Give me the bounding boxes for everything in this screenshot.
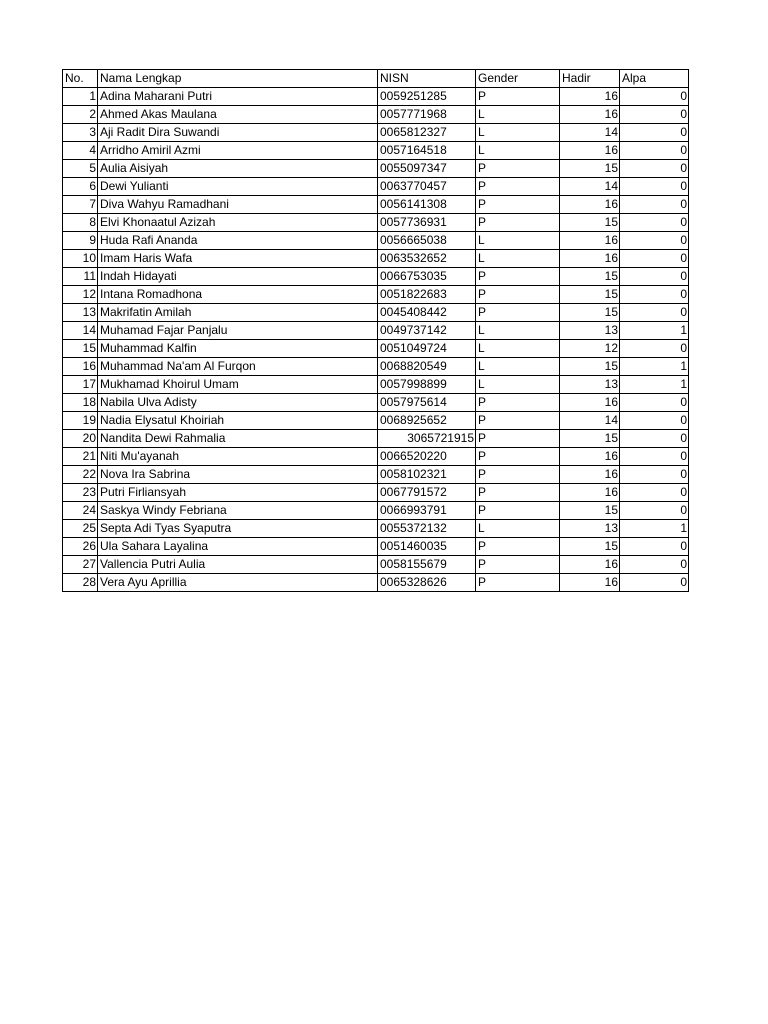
cell-no: 24: [63, 502, 98, 520]
cell-gender: L: [476, 340, 560, 358]
cell-nisn: 0065812327: [378, 124, 476, 142]
cell-no: 22: [63, 466, 98, 484]
table-row: [63, 358, 689, 376]
cell-nisn: 0058155679: [378, 556, 476, 574]
cell-no: 1: [63, 88, 98, 106]
table-row: [63, 268, 689, 286]
cell-gender: P: [476, 556, 560, 574]
cell-alpa: 1: [620, 358, 689, 376]
cell-nama-lengkap: Nadia Elysatul Khoiriah: [98, 412, 378, 430]
cell-no: 7: [63, 196, 98, 214]
table-row: [63, 484, 689, 502]
cell-no: 28: [63, 574, 98, 592]
cell-nama-lengkap: Aji Radit Dira Suwandi: [98, 124, 378, 142]
cell-nisn: 0066753035: [378, 268, 476, 286]
cell-nama-lengkap: Aulia Aisiyah: [98, 160, 378, 178]
cell-alpa: 0: [620, 232, 689, 250]
cell-alpa: 0: [620, 214, 689, 232]
cell-hadir: 16: [560, 448, 620, 466]
cell-nisn: 0066520220: [378, 448, 476, 466]
cell-gender: P: [476, 574, 560, 592]
table-row: [63, 304, 689, 322]
cell-no: 13: [63, 304, 98, 322]
cell-gender: L: [476, 124, 560, 142]
cell-gender: L: [476, 358, 560, 376]
cell-nama-lengkap: Muhammad Kalfin: [98, 340, 378, 358]
cell-hadir: 15: [560, 430, 620, 448]
cell-hadir: 16: [560, 142, 620, 160]
cell-nama-lengkap: Muhamad Fajar Panjalu: [98, 322, 378, 340]
cell-no: 10: [63, 250, 98, 268]
header-hadir: Hadir: [560, 70, 620, 88]
cell-hadir: 13: [560, 322, 620, 340]
cell-nama-lengkap: Dewi Yulianti: [98, 178, 378, 196]
table-row: [63, 394, 689, 412]
cell-alpa: 0: [620, 196, 689, 214]
header-nisn: NISN: [378, 70, 476, 88]
cell-no: 6: [63, 178, 98, 196]
cell-nama-lengkap: Muhammad Na'am Al Furqon: [98, 358, 378, 376]
cell-nama-lengkap: Saskya Windy Febriana: [98, 502, 378, 520]
cell-nama-lengkap: Putri Firliansyah: [98, 484, 378, 502]
table-row: [63, 88, 689, 106]
cell-gender: P: [476, 466, 560, 484]
cell-nisn: 3065721915: [378, 430, 476, 448]
cell-nisn: 0068925652: [378, 412, 476, 430]
cell-nama-lengkap: Vallencia Putri Aulia: [98, 556, 378, 574]
header-nama-lengkap: Nama Lengkap: [98, 70, 378, 88]
cell-hadir: 15: [560, 214, 620, 232]
header-gender: Gender: [476, 70, 560, 88]
header-alpa: Alpa: [620, 70, 689, 88]
cell-gender: L: [476, 322, 560, 340]
cell-alpa: 1: [620, 520, 689, 538]
cell-hadir: 16: [560, 556, 620, 574]
table-row: [63, 430, 689, 448]
cell-gender: L: [476, 520, 560, 538]
cell-gender: L: [476, 106, 560, 124]
cell-nama-lengkap: Nandita Dewi Rahmalia: [98, 430, 378, 448]
cell-hadir: 14: [560, 124, 620, 142]
cell-nisn: 0056665038: [378, 232, 476, 250]
cell-nisn: 0055372132: [378, 520, 476, 538]
cell-no: 5: [63, 160, 98, 178]
header-no: No.: [63, 70, 98, 88]
cell-hadir: 15: [560, 502, 620, 520]
cell-gender: P: [476, 538, 560, 556]
cell-nisn: 0065328626: [378, 574, 476, 592]
table-row: [63, 556, 689, 574]
cell-nama-lengkap: Nova Ira Sabrina: [98, 466, 378, 484]
cell-nisn: 0057736931: [378, 214, 476, 232]
cell-hadir: 13: [560, 520, 620, 538]
cell-no: 26: [63, 538, 98, 556]
cell-hadir: 12: [560, 340, 620, 358]
cell-nisn: 0063770457: [378, 178, 476, 196]
cell-nisn: 0055097347: [378, 160, 476, 178]
table-row: [63, 196, 689, 214]
cell-hadir: 15: [560, 358, 620, 376]
cell-alpa: 0: [620, 556, 689, 574]
cell-alpa: 0: [620, 250, 689, 268]
cell-alpa: 0: [620, 394, 689, 412]
cell-alpa: 0: [620, 178, 689, 196]
cell-hadir: 15: [560, 538, 620, 556]
cell-nama-lengkap: Septa Adi Tyas Syaputra: [98, 520, 378, 538]
cell-hadir: 15: [560, 268, 620, 286]
cell-alpa: 0: [620, 142, 689, 160]
cell-alpa: 0: [620, 538, 689, 556]
cell-alpa: 0: [620, 160, 689, 178]
cell-gender: P: [476, 160, 560, 178]
table-row: [63, 124, 689, 142]
cell-alpa: 0: [620, 286, 689, 304]
cell-no: 19: [63, 412, 98, 430]
cell-alpa: 0: [620, 124, 689, 142]
table-row: [63, 322, 689, 340]
cell-hadir: 15: [560, 286, 620, 304]
cell-gender: P: [476, 430, 560, 448]
table-row: [63, 250, 689, 268]
cell-nama-lengkap: Ula Sahara Layalina: [98, 538, 378, 556]
cell-no: 15: [63, 340, 98, 358]
table-row: [63, 520, 689, 538]
cell-nisn: 0066993791: [378, 502, 476, 520]
header-row: [63, 70, 689, 88]
cell-nisn: 0057975614: [378, 394, 476, 412]
cell-no: 21: [63, 448, 98, 466]
cell-alpa: 0: [620, 268, 689, 286]
table-row: [63, 502, 689, 520]
table-row: [63, 214, 689, 232]
cell-gender: P: [476, 286, 560, 304]
cell-gender: P: [476, 484, 560, 502]
cell-nisn: 0051049724: [378, 340, 476, 358]
cell-no: 11: [63, 268, 98, 286]
cell-nama-lengkap: Indah Hidayati: [98, 268, 378, 286]
cell-alpa: 0: [620, 88, 689, 106]
table-row: [63, 142, 689, 160]
cell-nisn: 0067791572: [378, 484, 476, 502]
cell-nama-lengkap: Diva Wahyu Ramadhani: [98, 196, 378, 214]
attendance-table: [62, 69, 689, 592]
table-row: [63, 178, 689, 196]
cell-hadir: 16: [560, 106, 620, 124]
cell-hadir: 16: [560, 250, 620, 268]
cell-gender: P: [476, 502, 560, 520]
cell-gender: P: [476, 394, 560, 412]
cell-gender: P: [476, 196, 560, 214]
cell-gender: P: [476, 268, 560, 286]
cell-alpa: 0: [620, 574, 689, 592]
cell-no: 3: [63, 124, 98, 142]
cell-no: 8: [63, 214, 98, 232]
cell-nisn: 0057164518: [378, 142, 476, 160]
table-row: [63, 538, 689, 556]
cell-alpa: 0: [620, 106, 689, 124]
cell-nisn: 0051822683: [378, 286, 476, 304]
cell-alpa: 0: [620, 484, 689, 502]
cell-no: 12: [63, 286, 98, 304]
table-row: [63, 232, 689, 250]
cell-nisn: 0057771968: [378, 106, 476, 124]
cell-nisn: 0056141308: [378, 196, 476, 214]
cell-no: 18: [63, 394, 98, 412]
table-row: [63, 376, 689, 394]
table-row: [63, 448, 689, 466]
table-row: [63, 286, 689, 304]
cell-nama-lengkap: Huda Rafi Ananda: [98, 232, 378, 250]
cell-nama-lengkap: Makrifatin Amilah: [98, 304, 378, 322]
cell-hadir: 16: [560, 88, 620, 106]
cell-alpa: 1: [620, 376, 689, 394]
cell-alpa: 0: [620, 502, 689, 520]
cell-no: 23: [63, 484, 98, 502]
cell-hadir: 15: [560, 304, 620, 322]
cell-gender: P: [476, 304, 560, 322]
cell-gender: L: [476, 142, 560, 160]
cell-gender: P: [476, 412, 560, 430]
cell-no: 27: [63, 556, 98, 574]
cell-nisn: 0049737142: [378, 322, 476, 340]
cell-hadir: 13: [560, 376, 620, 394]
cell-gender: P: [476, 448, 560, 466]
cell-alpa: 0: [620, 340, 689, 358]
cell-alpa: 0: [620, 430, 689, 448]
table-row: [63, 340, 689, 358]
cell-hadir: 16: [560, 484, 620, 502]
cell-hadir: 16: [560, 574, 620, 592]
cell-nisn: 0057998899: [378, 376, 476, 394]
cell-hadir: 16: [560, 232, 620, 250]
table-row: [63, 466, 689, 484]
cell-hadir: 14: [560, 178, 620, 196]
cell-hadir: 15: [560, 160, 620, 178]
table-row: [63, 106, 689, 124]
cell-nama-lengkap: Niti Mu'ayanah: [98, 448, 378, 466]
table-row: [63, 574, 689, 592]
cell-gender: P: [476, 88, 560, 106]
table-row: [63, 412, 689, 430]
cell-no: 17: [63, 376, 98, 394]
cell-nisn: 0058102321: [378, 466, 476, 484]
cell-nisn: 0059251285: [378, 88, 476, 106]
cell-alpa: 0: [620, 304, 689, 322]
cell-nisn: 0063532652: [378, 250, 476, 268]
cell-alpa: 0: [620, 448, 689, 466]
cell-no: 25: [63, 520, 98, 538]
cell-nisn: 0045408442: [378, 304, 476, 322]
cell-nama-lengkap: Ahmed Akas Maulana: [98, 106, 378, 124]
cell-hadir: 16: [560, 394, 620, 412]
cell-nisn: 0051460035: [378, 538, 476, 556]
cell-no: 2: [63, 106, 98, 124]
cell-gender: P: [476, 178, 560, 196]
cell-nama-lengkap: Arridho Amiril Azmi: [98, 142, 378, 160]
cell-gender: L: [476, 232, 560, 250]
cell-nama-lengkap: Mukhamad Khoirul Umam: [98, 376, 378, 394]
cell-gender: P: [476, 214, 560, 232]
cell-nama-lengkap: Adina Maharani Putri: [98, 88, 378, 106]
cell-no: 16: [63, 358, 98, 376]
cell-nama-lengkap: Imam Haris Wafa: [98, 250, 378, 268]
cell-gender: L: [476, 376, 560, 394]
cell-no: 4: [63, 142, 98, 160]
cell-alpa: 1: [620, 322, 689, 340]
cell-hadir: 16: [560, 196, 620, 214]
cell-nama-lengkap: Nabila Ulva Adisty: [98, 394, 378, 412]
cell-no: 20: [63, 430, 98, 448]
cell-nama-lengkap: Intana Romadhona: [98, 286, 378, 304]
cell-hadir: 16: [560, 466, 620, 484]
cell-gender: L: [476, 250, 560, 268]
cell-nama-lengkap: Vera Ayu Aprillia: [98, 574, 378, 592]
cell-no: 14: [63, 322, 98, 340]
cell-no: 9: [63, 232, 98, 250]
cell-nama-lengkap: Elvi Khonaatul Azizah: [98, 214, 378, 232]
table-row: [63, 160, 689, 178]
cell-hadir: 14: [560, 412, 620, 430]
cell-nisn: 0068820549: [378, 358, 476, 376]
cell-alpa: 0: [620, 466, 689, 484]
cell-alpa: 0: [620, 412, 689, 430]
